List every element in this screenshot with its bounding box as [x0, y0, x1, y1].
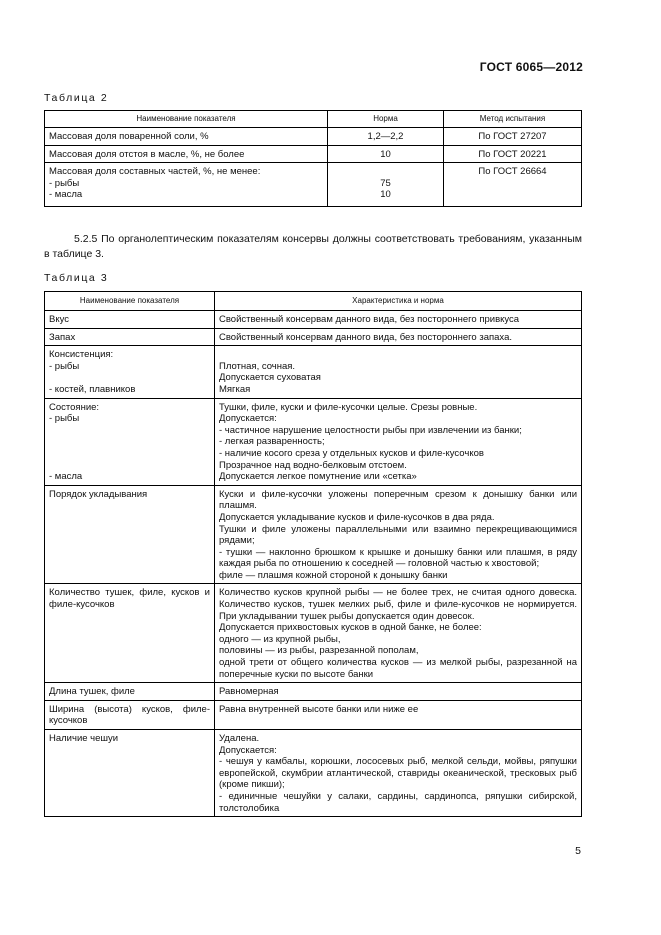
table2-header-norm: Норма: [328, 111, 444, 128]
table-row: [45, 683, 582, 701]
table-row: [45, 163, 582, 207]
indicator-name-line: - рыбы: [49, 177, 80, 189]
table-row: [45, 346, 582, 398]
indicator-name-line: Вкус: [49, 314, 69, 325]
table2-header-name: Наименование показателя: [45, 111, 328, 128]
characteristic-line: Мягкая: [219, 383, 251, 395]
indicator-name-line: - рыбы: [49, 360, 80, 372]
indicator-name-line: Консистенция:: [49, 349, 114, 361]
standard-code: ГОСТ 6065—2012: [479, 60, 583, 74]
indicator-name-line: [49, 436, 210, 448]
characteristic-cell: [215, 328, 582, 346]
table3-header-desc: Характеристика и норма: [215, 292, 582, 311]
characteristic-line: Допускается прихвостовых кусков в одной банке, не более:: [219, 622, 482, 634]
characteristic-line: Допускается:: [219, 744, 277, 756]
characteristic-line: Тушки, филе, куски и филе-кусочки целые. Срезы ровные.: [219, 401, 478, 413]
characteristic-line: Плотная, сочная.: [219, 360, 296, 372]
table-row: [45, 128, 582, 146]
characteristic-cell: [215, 730, 582, 817]
indicator-name-line: - масла: [49, 189, 83, 201]
norm-cell: [328, 128, 444, 146]
table-row: [45, 730, 582, 817]
indicator-name-cell: [45, 328, 215, 346]
indicator-name-cell: [45, 584, 215, 683]
characteristic-cell: [215, 700, 582, 729]
characteristic-line: Количество кусков крупной рыбы — не более трех, не считая одного довеска. Количество кусков, тушек мелких рыб, филе и филе-кусочков не нормируется. При укладывании тушек рыбы допускается один довесок.: [219, 587, 577, 622]
characteristic-line: - легкая разваренность;: [219, 436, 325, 448]
indicator-name-line: Массовая доля отстоя в масле, %, не более: [49, 148, 245, 160]
indicator-name-line: [49, 448, 210, 460]
characteristic-line: Допускается легкое помутнение или «сетка»: [219, 471, 417, 483]
table-2: [44, 110, 582, 207]
table-row: [45, 485, 582, 584]
indicator-name-line: - рыбы: [49, 413, 80, 425]
characteristic-line: Допускается укладывание кусков и филе-кусочков в два ряда.: [219, 511, 495, 523]
table-row: [45, 700, 582, 729]
characteristic-line: - наличие косого среза у отдельных кусков и филе-кусочков: [219, 447, 484, 459]
characteristic-line: одной трети от общего количества кусков — из мелкой рыбы, разрезанной на поперечные куски по высоте банки: [219, 657, 577, 680]
characteristic-line: Свойственный консервам данного вида, без постороннего запаха.: [219, 331, 512, 343]
table2-header-method: Метод испытания: [444, 111, 582, 128]
characteristic-line: одного — из крупной рыбы,: [219, 633, 341, 645]
indicator-name-cell: [45, 398, 215, 485]
norm-value: 10: [380, 189, 391, 201]
table-row: [45, 398, 582, 485]
table-row: [45, 311, 582, 329]
test-method-cell: По ГОСТ 26664: [444, 163, 582, 207]
characteristic-line: Удалена.: [219, 733, 260, 744]
indicator-name-line: - костей, плавников: [49, 383, 136, 395]
characteristic-cell: [215, 398, 582, 485]
table3-header-name: Наименование показателя: [45, 292, 215, 311]
norm-cell: [328, 145, 444, 163]
table2-caption: Таблица 2: [44, 92, 109, 104]
characteristic-line: Равна внутренней высоте банки или ниже ее: [219, 703, 419, 715]
characteristic-cell: [215, 346, 582, 398]
indicator-name-cell: [45, 683, 215, 701]
indicator-name-cell: [45, 346, 215, 398]
indicator-name-cell: [45, 163, 328, 207]
indicator-name-line: Массовая доля составных частей, %, не менее:: [49, 166, 261, 178]
indicator-name-cell: [45, 700, 215, 729]
characteristic-line: - чешуя у камбалы, корюшки, лососевых рыб, мелкой сельди, мойвы, ряпушки европейской, скумбрии атлантической, ставриды океанической, тресковых рыб (кроме пикши);: [219, 756, 577, 791]
characteristic-cell: [215, 485, 582, 584]
indicator-name-line: [49, 460, 210, 472]
norm-value: 75: [380, 177, 391, 189]
table3-caption: Таблица 3: [44, 272, 109, 284]
characteristic-line: - единичные чешуйки у салаки, сардины, сардинопса, ряпушки сибирской, толстолобика: [219, 790, 577, 814]
characteristic-line: половины — из рыбы, разрезанной пополам,: [219, 645, 419, 657]
indicator-name-line: Запах: [49, 331, 76, 343]
indicator-name-line: Длина тушек, филе: [49, 686, 135, 698]
characteristic-line: Свойственный консервам данного вида, без постороннего привкуса: [219, 314, 520, 325]
indicator-name-cell: [45, 145, 328, 163]
indicator-name-cell: [45, 485, 215, 584]
test-method-cell: По ГОСТ 20221: [444, 145, 582, 163]
norm-cell: [328, 163, 444, 207]
indicator-name-cell: [45, 311, 215, 329]
characteristic-cell: [215, 584, 582, 683]
characteristic-cell: [215, 311, 582, 329]
indicator-name-cell: [45, 730, 215, 817]
test-method-cell: По ГОСТ 27207: [444, 128, 582, 146]
characteristic-line: филе — плашмя кожной стороной к донышку банки: [219, 569, 448, 581]
table-row: [45, 145, 582, 163]
page-number: 5: [575, 845, 581, 857]
characteristic-line: Тушки и филе уложены параллельными или взаимно перекрещивающимися рядами;: [219, 523, 577, 547]
characteristic-line: Прозрачное над водно-белковым отстоем.: [219, 459, 407, 471]
characteristic-line: - тушки — наклонно брюшком к крышке и донышку банки или плашмя, в ряду каждая рыба по отношению к соседней — головной частью к хвостовой;: [219, 546, 577, 570]
norm-value: 1,2—2,2: [367, 131, 404, 142]
characteristic-cell: [215, 683, 582, 701]
characteristic-line: Допускается суховатая: [219, 372, 321, 384]
characteristic-line: Допускается:: [219, 413, 277, 425]
indicator-name-line: Порядок укладывания: [49, 488, 148, 500]
indicator-name-line: [49, 425, 210, 437]
indicator-name-line: Количество тушек, филе, кусков и филе-кусочков: [49, 587, 210, 611]
table-row: [45, 584, 582, 683]
indicator-name-line: [49, 372, 210, 384]
indicator-name-line: Состояние:: [49, 401, 100, 413]
norm-value: 10: [380, 148, 391, 160]
section-5-2-5-paragraph: 5.2.5 По органолептическим показателям консервы должны соответствовать требованиям, указанным в таблице 3.: [44, 233, 582, 260]
indicator-name-line: - масла: [49, 471, 83, 483]
characteristic-line: - частичное нарушение целостности рыбы при извлечении из банки;: [219, 424, 522, 436]
indicator-name-cell: [45, 128, 328, 146]
table-3: [44, 291, 582, 817]
indicator-name-line: Ширина (высота) кусков, филе-кусочков: [49, 703, 210, 727]
indicator-name-line: Массовая доля поваренной соли, %: [49, 131, 209, 142]
characteristic-line: Куски и филе-кусочки уложены поперечным срезом к донышку банки или плашмя.: [219, 488, 577, 512]
characteristic-line: Равномерная: [219, 686, 279, 698]
characteristic-line: [219, 349, 577, 361]
indicator-name-line: Наличие чешуи: [49, 733, 119, 744]
norm-value: [332, 166, 439, 178]
table-row: [45, 328, 582, 346]
